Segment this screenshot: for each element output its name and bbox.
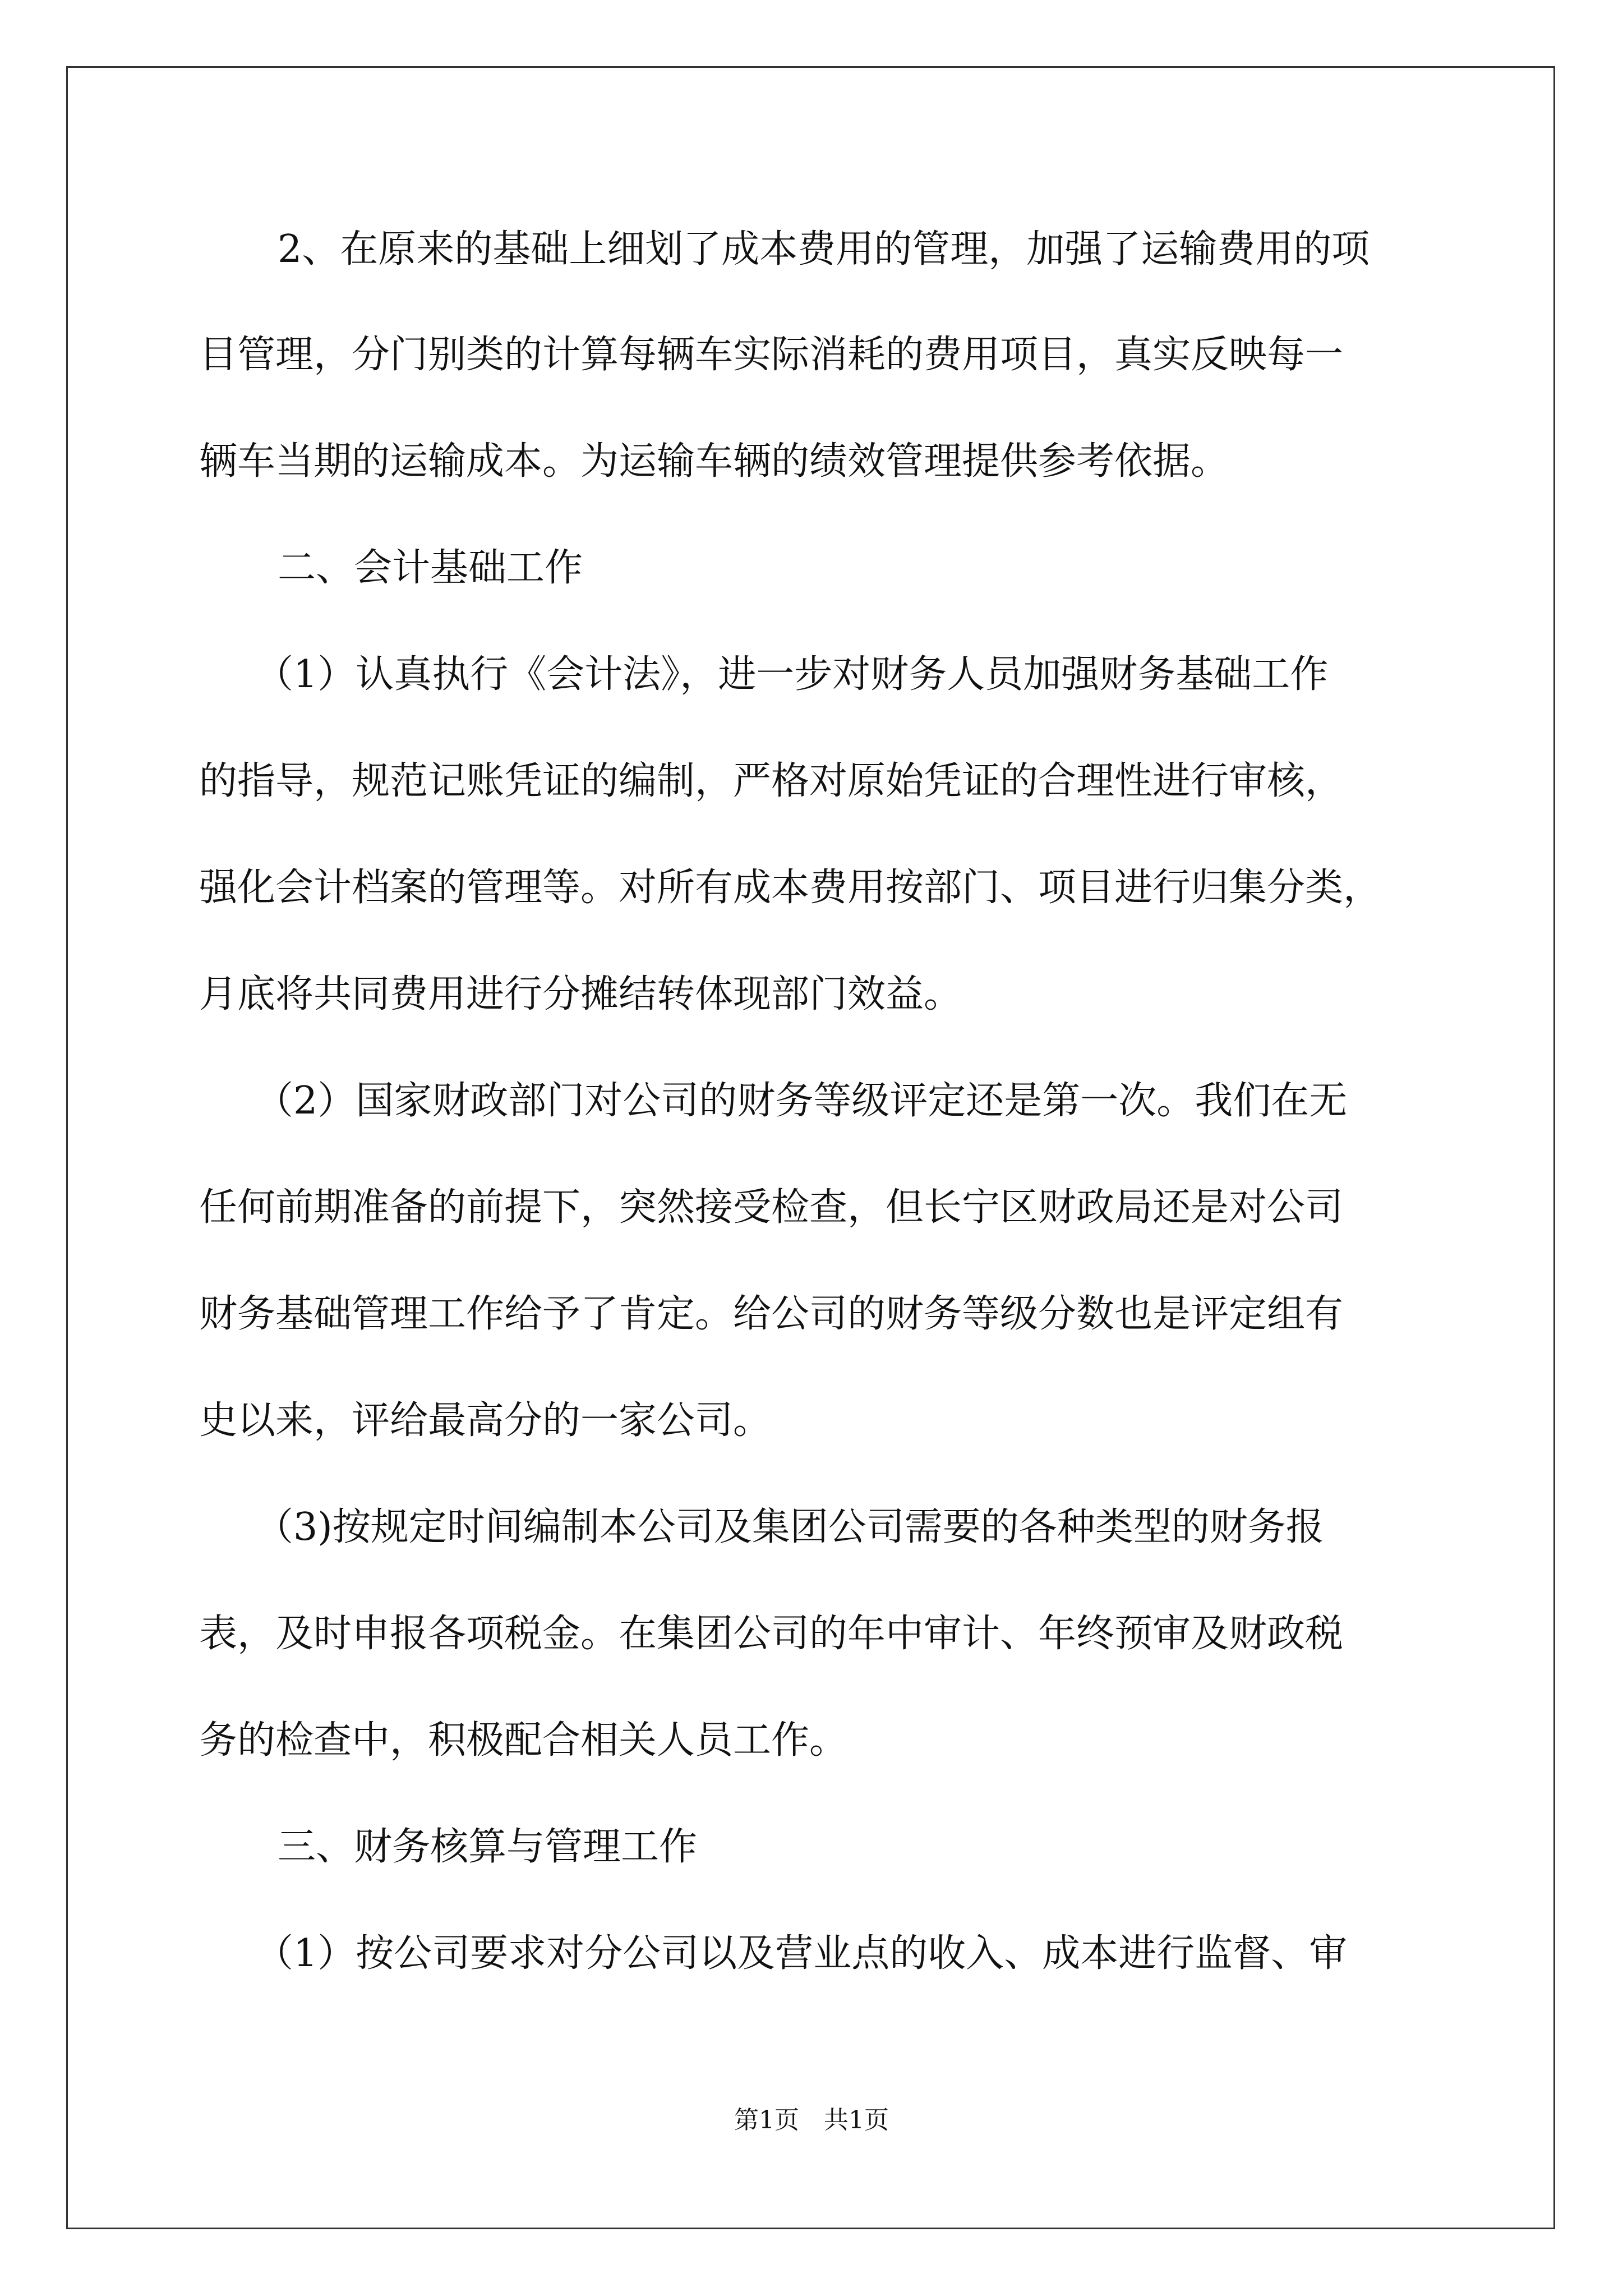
page-total: 共1页 bbox=[824, 2106, 889, 2134]
paragraph-line: （1）认真执行《会计法》，进一步对财务人员加强财务基础工作 bbox=[255, 652, 1329, 697]
paragraph-line: 史以来，评给最高分的一家公司。 bbox=[199, 1398, 772, 1443]
paragraph-line: 2、在原来的基础上细划了成本费用的管理，加强了运输费用的项 bbox=[278, 227, 1370, 272]
paragraph-line: 任何前期准备的前提下，突然接受检查，但长宁区财政局还是对公司 bbox=[199, 1185, 1344, 1230]
page-footer bbox=[0, 2104, 1623, 2137]
paragraph-line: （1）按公司要求对分公司以及营业点的收入、成本进行监督、审 bbox=[255, 1931, 1348, 1976]
paragraph-line: 辆车当期的运输成本。为运输车辆的绩效管理提供参考依据。 bbox=[199, 439, 1229, 484]
paragraph-line: （3)按规定时间编制本公司及集团公司需要的各种类型的财务报 bbox=[255, 1505, 1324, 1549]
section-heading: 三、财务核算与管理工作 bbox=[278, 1825, 698, 1869]
paragraph-line: 月底将共同费用进行分摊结转体现部门效益。 bbox=[199, 972, 962, 1016]
section-heading: 二、会计基础工作 bbox=[278, 546, 583, 590]
page-border bbox=[66, 66, 1555, 2229]
paragraph-line: 表，及时申报各项税金。在集团公司的年中审计、年终预审及财政税 bbox=[199, 1612, 1344, 1656]
paragraph-line: （2）国家财政部门对公司的财务等级评定还是第一次。我们在无 bbox=[255, 1079, 1348, 1123]
paragraph-line: 财务基础管理工作给予了肯定。给公司的财务等级分数也是评定组有 bbox=[199, 1292, 1344, 1336]
paragraph-line: 的指导，规范记账凭证的编制，严格对原始凭证的合理性进行审核， bbox=[199, 759, 1344, 803]
page-number: 第1页 bbox=[734, 2106, 799, 2134]
paragraph-line: 务的检查中，积极配合相关人员工作。 bbox=[199, 1718, 848, 1763]
paragraph-line: 目管理，分门别类的计算每辆车实际消耗的费用项目，真实反映每一 bbox=[199, 333, 1344, 377]
paragraph-line: 强化会计档案的管理等。对所有成本费用按部门、项目进行归集分类， bbox=[199, 866, 1382, 910]
